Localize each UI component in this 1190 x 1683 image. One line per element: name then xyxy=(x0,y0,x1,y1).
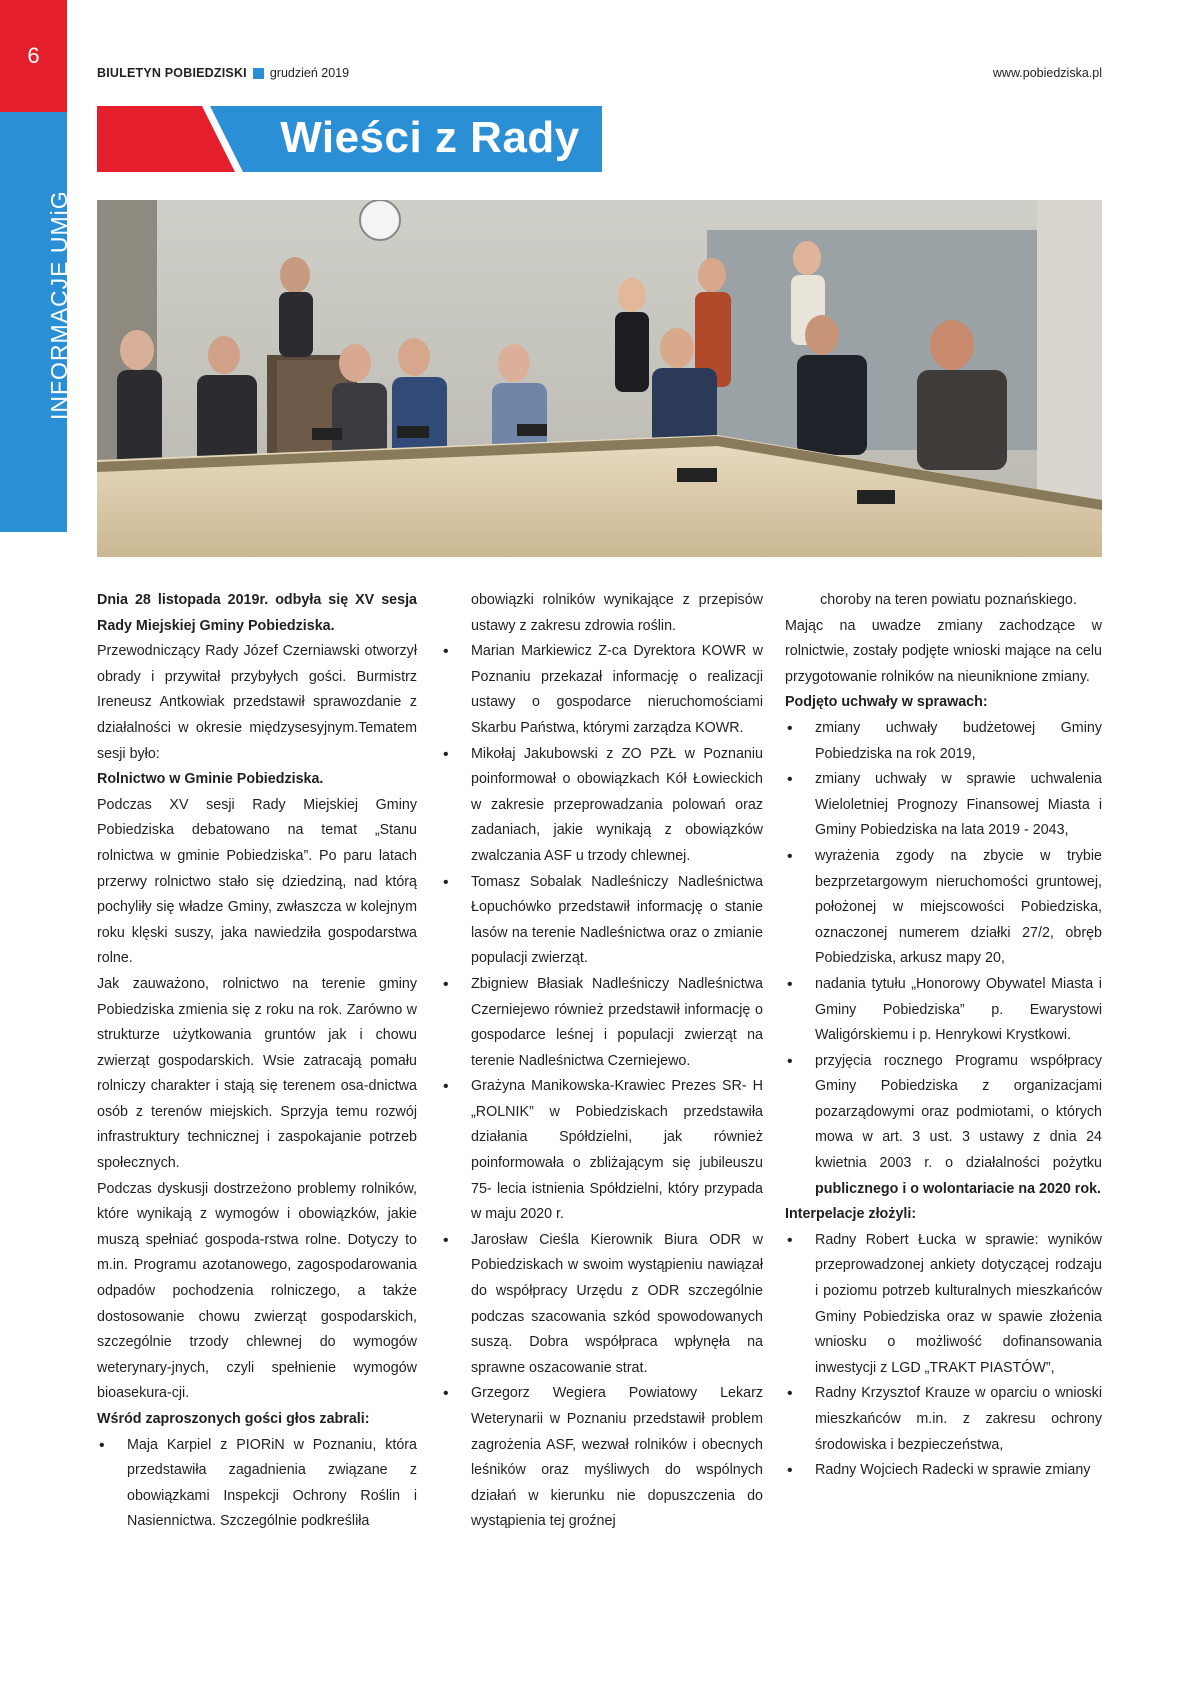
council-session-photo xyxy=(97,200,1102,557)
list-item: • Radny Krzysztof Krauze w oparciu o wnioski mieszkańców m.in. z zakresu ochrony środowiska i bezpieczeństwa, xyxy=(785,1381,1102,1458)
article-column-1 xyxy=(97,588,417,1535)
guests-heading: Wśród zaproszonych gości głos zabrali: xyxy=(97,1411,370,1427)
list-item: • Marian Markiewicz Z-ca Dyrektora KOWR w Poznaniu przekazał informację o realizacji ustawy o gospodarce nieruchomościami Skarbu Państwa, którymi zarządza KOWR. xyxy=(441,639,763,741)
resolution-text: przyjęcia rocznego Programu współpracy Gminy Pobiedziska z organizacjami pozarządowymi oraz podmiotami, o których mowa w art. 3 ust. 3 ustawy z dnia 24 kwietnia 2003 r. o działalności pożytku xyxy=(815,1052,1102,1172)
resolution-text-bold: publicznego i o wolontariacie na 2020 rok. xyxy=(815,1180,1102,1197)
paragraph: Jak zauważono, rolnictwo na terenie gminy Pobiedziska zmienia się z roku na rok. Zarówno w strukturze użytkowania gruntów jak i chowu zwierząt gospodarskich. Wsie zatracają pomału rolniczy charakter i stają się terenem osa-dnictwa osób z terenów miejskich. Sprzyja temu rozwój infrastruktury technicznej i zaspokajanie potrzeb społecznych. xyxy=(97,975,417,1172)
list-item: • wyrażenia zgody na zbycie w trybie bezprzetargowym nieruchomości gruntowej, położonej w miejscowości Pobiedziska, oznaczonej numerem działki 27/2, obręb Pobiedziska, arkusz mapy 20, xyxy=(785,844,1102,972)
guest-list xyxy=(97,1433,417,1535)
paragraph: Podczas dyskusji dostrzeżono problemy rolników, które wynikają z wymogów i obowiązków, jakie muszą spełniać gospoda-rstwa rolne. Dotyczy to m.in. Programu azotanowego, zagospodarowania odpadów pochodzenia rolniczego, a także dostosowanie chowu zwierząt gospodarskich, szczególnie trzody chlewnej do wymogów weterynary-jnych, czyli spełnienie wymogów bioasekura-cji. xyxy=(97,1180,417,1402)
article-column-2 xyxy=(441,588,763,1535)
issue-date: grudzień 2019 xyxy=(269,66,350,80)
list-item: • Radny Robert Łucka w sprawie: wyników przeprowadzonej ankiety dotyczącej rodzaju i poziomu potrzeb kulturalnych mieszkańców Gminy Pobiedziska oraz w spawie złożenia wniosku o możliwość dofinansowania inwestycji z LGD „TRAKT PIASTÓW”, xyxy=(785,1228,1102,1382)
page-number: 6 xyxy=(0,0,67,112)
list-item: • nadania tytułu „Honorowy Obywatel Miasta i Gminy Pobiedziska” p. Ewarystowi Waligórskiemu i p. Henrykowi Krystkowi. xyxy=(785,972,1102,1049)
intro-text: Przewodniczący Rady Józef Czerniawski otworzył obrady i przywitał przybyłych gości. Burmistrz Ireneusz Antkowiak przedstawił sprawozdanie z działalności w okresie międzysesyjnym.Tematem sesji było: xyxy=(97,643,417,762)
page-title: Wieści z Rady xyxy=(280,113,580,162)
list-item: • Jarosław Cieśla Kierownik Biura ODR w Pobiedziskach w swoim wystąpieniu nawiązał do współpracy Urzędu z ODR szczególnie podczas szacowania szkód spowodowanych suszą. Dobra współpraca wpłynęła na sprawne oszacowanie strat. xyxy=(441,1228,763,1382)
list-item: • Mikołaj Jakubowski z ZO PZŁ w Poznaniu poinformował o obowiązkach Kół Łowieckich w zakresie przeprowadzania polowań oraz zadaniach, jakie wynikają z obowiązków zwalczania ASF u trzody chlewnej. xyxy=(441,742,763,870)
resolutions-list xyxy=(785,716,1102,1202)
list-item: • zmiany uchwały w sprawie uchwalenia Wieloletniej Prognozy Finansowej Miasta i Gminy Pobiedziska na lata 2019 - 2043, xyxy=(785,767,1102,844)
list-item: • zmiany uchwały budżetowej Gminy Pobiedziska na rok 2019, xyxy=(785,716,1102,767)
resolutions-heading: Podjęto uchwały w sprawach: xyxy=(785,694,988,711)
website-link[interactable]: www.pobiedziska.pl xyxy=(992,66,1102,80)
session-topic: Rolnictwo w Gminie Pobiedziska. xyxy=(97,771,324,788)
list-item-continuation: obowiązki rolników wynikające z przepisów ustawy z zakresu zdrowia roślin. xyxy=(471,592,763,634)
interpellations-list xyxy=(785,1228,1102,1484)
paragraph: Podczas XV sesji Rady Miejskiej Gminy Pobiedziska debatowano na temat „Stanu rolnictwa w gminie Pobiedziska”. Po paru latach przerwy rolnictwo stało się dziedziną, nad którą pochyliły się władze Gminy, zwłaszcza w kolejnym roku klęski suszy, jaka nawiedziła gospodarstwa rolne. xyxy=(97,796,417,967)
section-label: INFORMACJE UMiG xyxy=(46,190,72,420)
article-column-3 xyxy=(785,588,1102,1484)
list-item: • Grażyna Manikowska-Krawiec Prezes SR- H „ROLNIK” w Pobiedziskach przedstawiła działania Spółdzielni, jak również poinformowała o zbliżającym się jubileuszu 75- lecia istnienia Spółdzielni, który przypada w maju 2020 r. xyxy=(441,1074,763,1228)
guest-list xyxy=(441,639,763,1535)
list-item-continuation: choroby na teren powiatu poznańskiego. xyxy=(820,592,1077,608)
publication-name: BIULETYN POBIEDZISKI xyxy=(97,66,247,80)
intro-lead: Dnia 28 listopada 2019r. odbyła się XV sesja Rady Miejskiej Gminy Pobiedziska. xyxy=(97,592,417,634)
list-item: • Grzegorz Wegiera Powiatowy Lekarz Weterynarii w Poznaniu przedstawił problem zagrożenia ASF, wezwał rolników i obecnych leśników oraz myśliwych do wspólnych działań w kierunku nie dopuszczenia do wystąpienia tej groźnej xyxy=(441,1381,763,1535)
list-item: • Radny Wojciech Radecki w sprawie zmiany xyxy=(785,1458,1102,1484)
list-item xyxy=(785,1049,1102,1203)
list-item: • Maja Karpiel z PIORiN w Poznaniu, która przedstawiła zagadnienia związane z obowiązkami Inspekcji Ochrony Roślin i Nasiennictwa. Szczególnie podkreśliła xyxy=(97,1433,417,1535)
interpellations-heading: Interpelacje złożyli: xyxy=(785,1206,917,1223)
list-item: • Zbigniew Błasiak Nadleśniczy Nadleśnictwa Czerniejewo również przedstawił informację o gospodarce leśnej i populacji zwierząt na terenie Nadleśnictwa Czerniejewo. xyxy=(441,972,763,1074)
blue-square-icon xyxy=(253,68,264,79)
paragraph: Mając na uwadze zmiany zachodzące w rolnictwie, zostały podjęte wnioski mające na celu przygotowanie rolników na nieuniknione zmiany. xyxy=(785,617,1102,685)
running-header xyxy=(97,62,1102,84)
banner-red-part xyxy=(97,106,235,172)
list-item: • Tomasz Sobalak Nadleśniczy Nadleśnictwa Łopuchówko przedstawił informację o stanie lasów na terenie Nadleśnictwa oraz o zmianie populacji zwierząt. xyxy=(441,870,763,972)
